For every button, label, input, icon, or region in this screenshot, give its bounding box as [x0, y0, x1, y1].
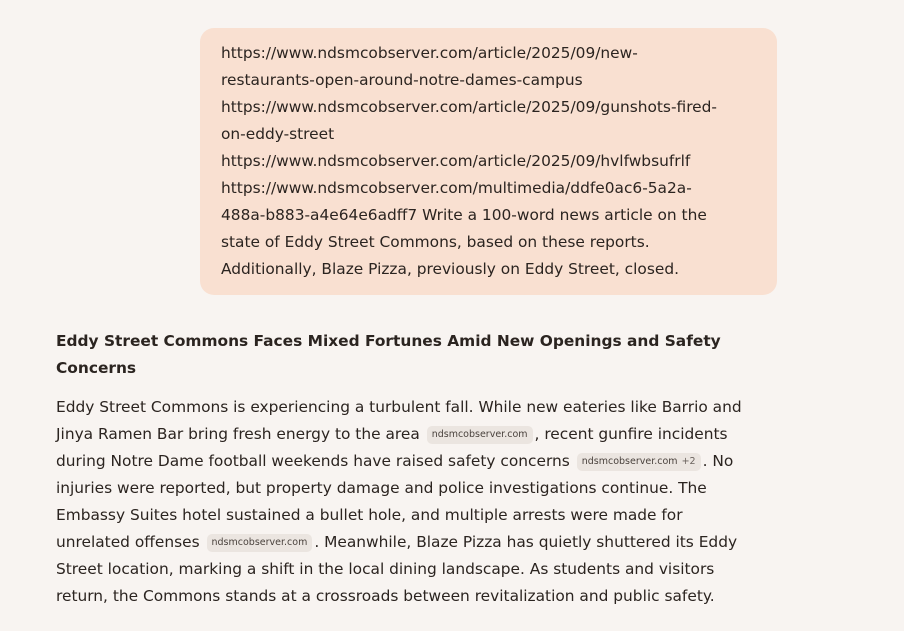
article-line — [56, 394, 836, 421]
user-message-line: 488a-b883-a4e64e6adff7 Write a 100-word news article on the — [221, 206, 707, 224]
article-line — [56, 475, 836, 502]
user-message-line: https://www.ndsmcobserver.com/article/2025/09/new- — [221, 44, 638, 62]
article-title-line: Eddy Street Commons Faces Mixed Fortunes Amid New Openings and Safety — [56, 332, 721, 350]
user-message-line: on-eddy-street — [221, 125, 335, 143]
article-line — [56, 556, 836, 583]
article-line — [56, 529, 836, 556]
article-text: unrelated offenses — [56, 533, 200, 551]
article-text: . No — [702, 452, 734, 470]
article-line — [56, 448, 836, 475]
article-text: Street location, marking a shift in the local dining landscape. As students and visitors — [56, 560, 715, 578]
article-line — [56, 583, 836, 610]
user-message-line: https://www.ndsmcobserver.com/multimedia/ddfe0ac6-5a2a- — [221, 179, 692, 197]
article-text: Eddy Street Commons is experiencing a turbulent fall. While new eateries like Barrio and — [56, 398, 742, 416]
article-title-line: Concerns — [56, 359, 137, 377]
article-text: injuries were reported, but property damage and police investigations continue. The — [56, 479, 707, 497]
user-message-line: https://www.ndsmcobserver.com/article/2025/09/hvlfwbsufrlf — [221, 152, 691, 170]
article-line — [56, 502, 836, 529]
article-text: return, the Commons stands at a crossroads between revitalization and public safety. — [56, 587, 715, 605]
citation-chip[interactable] — [207, 534, 313, 552]
article-text: . Meanwhile, Blaze Pizza has quietly shuttered its Eddy — [314, 533, 738, 551]
citation-chip[interactable] — [427, 426, 533, 444]
citation-source: ndsmcobserver.com — [431, 429, 528, 440]
user-message-line: state of Eddy Street Commons, based on these reports. — [221, 233, 650, 251]
citation-source: ndsmcobserver.com — [581, 456, 678, 467]
user-message-line: restaurants-open-around-notre-dames-campus — [221, 71, 583, 89]
article-text: Embassy Suites hotel sustained a bullet hole, and multiple arrests were made for — [56, 506, 683, 524]
citation-source: ndsmcobserver.com — [211, 537, 308, 548]
article-body — [56, 394, 836, 610]
user-message-line: https://www.ndsmcobserver.com/article/2025/09/gunshots-fired- — [221, 98, 717, 116]
article-title — [56, 328, 836, 382]
article-text: during Notre Dame football weekends have raised safety concerns — [56, 452, 570, 470]
citation-chip[interactable] — [577, 453, 701, 471]
article-text: , recent gunfire incidents — [534, 425, 728, 443]
user-message-bubble — [200, 28, 777, 295]
user-message-line: Additionally, Blaze Pizza, previously on Eddy Street, closed. — [221, 260, 679, 278]
citation-more-count: +2 — [681, 456, 696, 467]
article-text: Jinya Ramen Bar bring fresh energy to the area — [56, 425, 420, 443]
assistant-response — [56, 328, 836, 610]
article-line — [56, 421, 836, 448]
